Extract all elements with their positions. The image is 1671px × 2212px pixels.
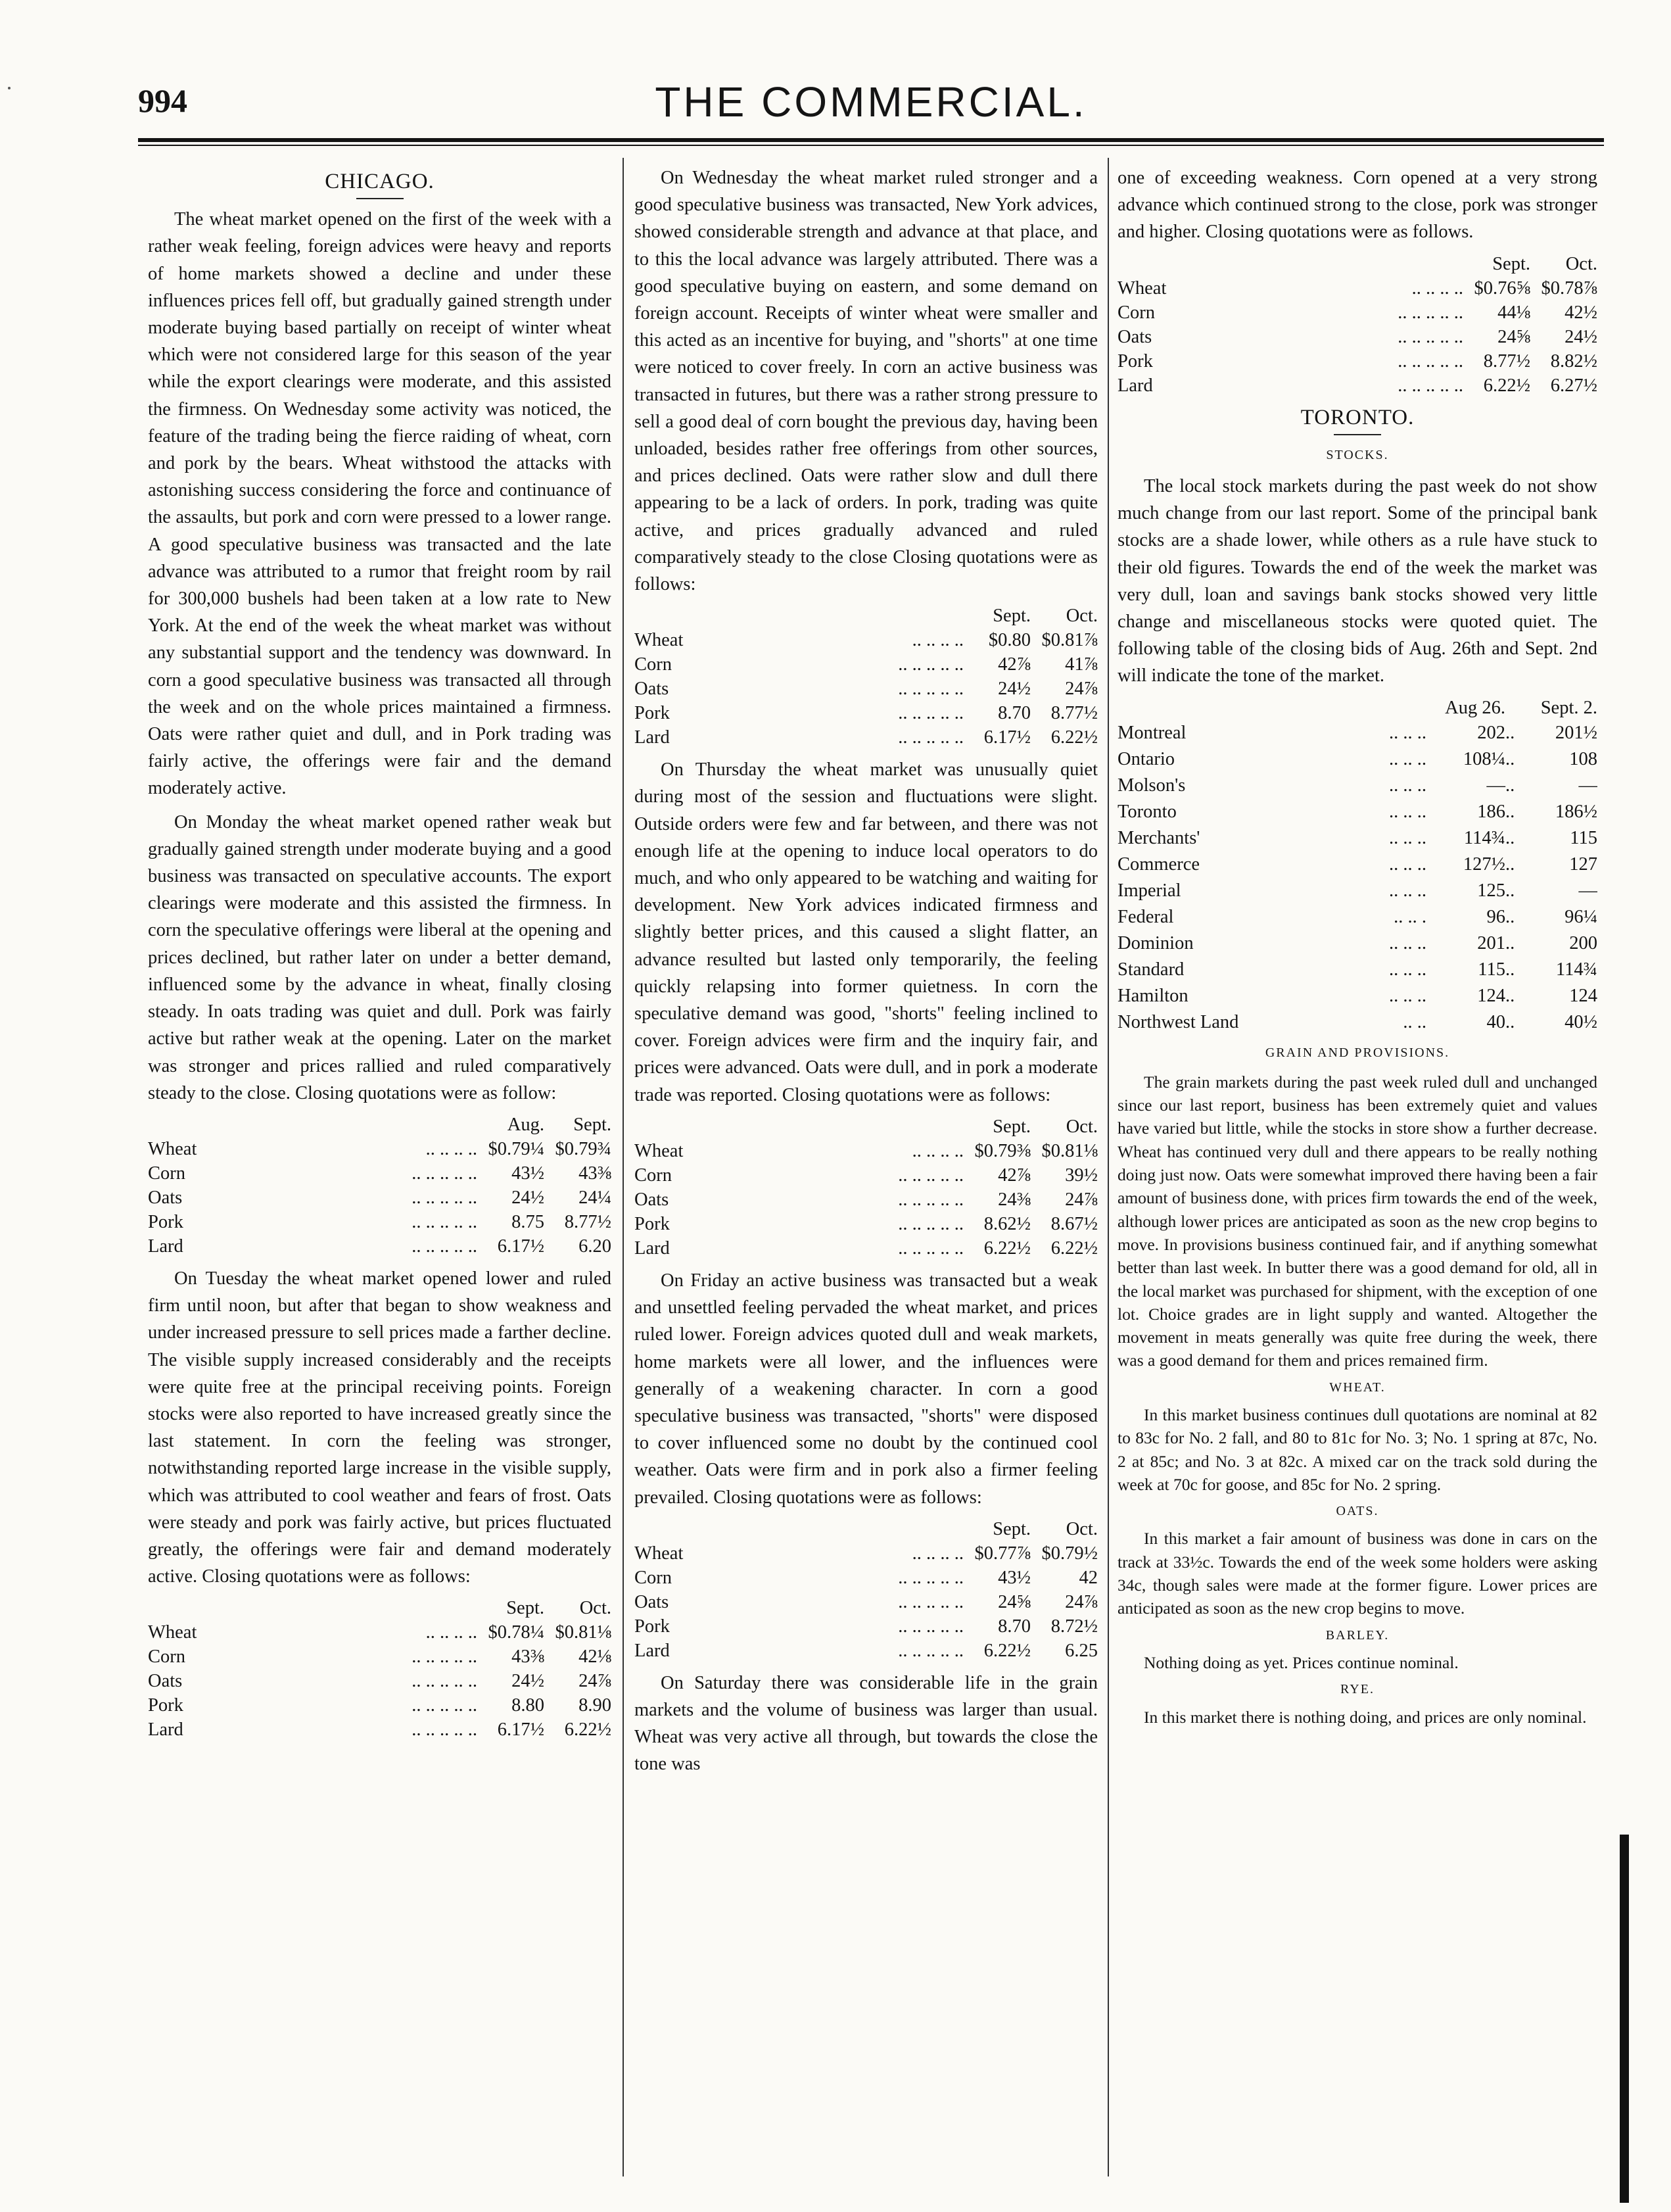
table-cell: 24½ — [511, 1187, 544, 1208]
table-cell: 43⅜ — [511, 1647, 544, 1668]
table-cell: Standard — [1118, 959, 1185, 980]
table-row — [634, 1590, 1098, 1614]
table-cell: 24⅝ — [998, 1591, 1031, 1612]
quotations-table — [634, 1115, 1098, 1261]
table-cell: 24½ — [998, 679, 1031, 700]
paragraph: The wheat market opened on the first of the week with a rather weak feeling, foreign advices were heavy and reports of home markets showed a decline and under these influences prices fell off, but gradually gained strength under moderate buying based partially on receipt of winter wheat which were not considered large for this season of the year while the export clearings were moderate, and this assisted the firmness. On Wednesday some activity was noticed, the feature of the trading being the fierce raiding of wheat, corn and pork by the bears. Wheat withstood the attacks with astonishing success considering the force and continuance of the assaults, but pork and corn were pressed to a lower range. A good speculative business was transacted and the late advance was attributed to a rumor that freight room by rail for 300,000 bushels had been taken at a low rate to New York. At the end of the week the wheat market was without any substantial support and the tendency was downward. In corn a good speculative business was transacted all through the week and on the whole prices maintained a firmness. Oats were rather quiet and dull, and in Pork trading was fairly active, the offerings were fair and the demand moderately active. — [148, 209, 611, 799]
table-cell: 114¾ — [1463, 827, 1505, 848]
column-divider-2 — [1108, 158, 1109, 2176]
column-header: Oct. — [1066, 606, 1098, 627]
table-cell: Pork — [634, 703, 670, 724]
column-header: Aug. — [507, 1114, 544, 1135]
table-cell: .. — [1505, 932, 1515, 953]
column-header: Oct. — [1066, 1518, 1098, 1539]
table-row — [148, 1210, 611, 1234]
table-cell: 43½ — [511, 1163, 544, 1184]
table-row — [1118, 325, 1597, 349]
table-cell: .. .. .. .. — [425, 1622, 477, 1643]
table-cell: .. .. .. .. .. — [898, 703, 964, 724]
table-cell: .. .. .. .. .. — [412, 1187, 477, 1208]
table-cell: .. .. .. — [1389, 827, 1426, 848]
table-cell: .. — [1505, 801, 1515, 822]
table-cell: Imperial — [1118, 880, 1181, 901]
table-cell: .. .. .. .. .. — [412, 1236, 477, 1257]
table-cell: .. .. .. — [1389, 722, 1426, 743]
quotations-table — [1118, 252, 1597, 398]
table-cell: .. .. .. .. — [1411, 277, 1463, 299]
table-cell: 115 — [1570, 827, 1597, 848]
table-cell: 8.67½ — [1050, 1213, 1098, 1234]
table-cell: Wheat — [634, 630, 684, 651]
table-cell: 8.77½ — [564, 1211, 611, 1232]
table-cell: Oats — [634, 679, 669, 700]
table-cell: .. .. .. — [1389, 775, 1426, 796]
table-cell: .. .. .. .. .. — [412, 1671, 477, 1692]
table-cell: .. .. .. .. .. — [412, 1163, 477, 1184]
table-row — [634, 677, 1098, 701]
table-row — [1118, 930, 1597, 957]
table-cell: .. .. .. .. .. — [898, 1165, 964, 1186]
table-cell: $0.81⅛ — [1041, 1140, 1098, 1161]
column-divider-1 — [623, 158, 624, 2176]
table-cell: $0.81⅛ — [555, 1622, 611, 1643]
table-row — [1118, 720, 1597, 746]
table-cell: Wheat — [1118, 277, 1167, 299]
column-1 — [148, 164, 611, 2176]
table-row — [148, 1645, 611, 1669]
table-cell: .. — [1505, 880, 1515, 901]
table-cell: .. — [1505, 959, 1515, 980]
table-cell: Corn — [148, 1647, 185, 1668]
table-cell: .. — [1505, 854, 1515, 875]
table-cell: Lard — [634, 1640, 670, 1661]
table-cell: .. .. .. — [1389, 985, 1426, 1006]
table-cell: Wheat — [634, 1140, 684, 1161]
table-cell: Molson's — [1118, 775, 1186, 796]
table-cell: 127½ — [1463, 854, 1505, 875]
table-cell: 24⅞ — [1065, 1189, 1098, 1210]
table-cell: 8.62½ — [983, 1213, 1031, 1234]
paragraph: In this market business continues dull quotations are nominal at 82 to 83c for No. 2 fall, and 80 to 81c for No. 3; No. 1 spring at 87c, No. 2 at 85c; and No. 3 at 82c. A mixed car on the track sold during the week at 70c for goose, and 85c for No. 2 spring. — [1118, 1405, 1597, 1494]
paragraph: On Thursday the wheat market was unusually quiet during most of the session and fluctuations were slight. Outside orders were few and far between, and there was not enough life at the opening to induce local operators to do much, and who only appeared to be watching and waiting for development. New York advices indicated firmness and slightly better prices, and this caused a slight flatter, an advance resulted but lasted only temporarily, the feeling quickly relapsing into former quietness. In corn the speculative demand was good, "shorts" feeling inclined to cover. Foreign advices were firm and the inquiry fair, and prices were advanced. Oats were dull, and in pork a moderate trade was reported. Closing quotations were as follows: — [634, 759, 1098, 1105]
table-cell: .. .. .. — [1389, 959, 1426, 980]
table-cell: 6.17½ — [497, 1719, 544, 1741]
table-cell: 24½ — [511, 1671, 544, 1692]
table-cell: Corn — [1118, 302, 1155, 323]
table-cell: $0.80 — [988, 630, 1031, 651]
table-cell — [412, 1113, 477, 1137]
table-row — [634, 701, 1098, 725]
table-cell: Pork — [148, 1695, 183, 1716]
table-cell: Oats — [148, 1187, 183, 1208]
paragraph: The local stock markets during the past week do not show much change from our last report. Some of the principal bank stocks are a shade lower, while others as a rule have stuck to their old figures. Towards the end of the week the market was very dull, loan and savings bank stocks showed very little change and miscellaneous stocks were quoted quiet. The following table of the closing bids of Aug. 26th and Sept. 2nd will indicate the tone of the market. — [1118, 476, 1597, 686]
table-row — [1118, 904, 1597, 930]
table-cell: 6.22½ — [564, 1719, 611, 1741]
table-row — [148, 1137, 611, 1161]
table-cell — [412, 1597, 477, 1620]
stocks-table — [1118, 696, 1597, 1036]
table-cell: Pork — [148, 1211, 183, 1232]
table-cell: .. .. .. .. .. — [898, 1591, 964, 1612]
newspaper-title: THE COMMERCIAL. — [655, 78, 1087, 126]
paragraph: On Saturday there was considerable life in the grain markets and the volume of business was larger than usual. Wheat was very active all through, but towards the close the tone was — [634, 1672, 1098, 1775]
paragraph: one of exceeding weakness. Corn opened at a very strong advance which continued strong to the close, pork was stronger and higher. Closing quotations were as follows. — [1118, 168, 1597, 243]
table-cell: .. — [1505, 748, 1515, 769]
table-cell: .. .. .. .. — [912, 1543, 964, 1564]
table-cell: 8.75 — [511, 1211, 544, 1232]
table-row — [634, 1188, 1098, 1212]
table-cell: .. — [1505, 985, 1515, 1006]
table-row — [634, 652, 1098, 677]
column-header: Sept. — [993, 1116, 1031, 1137]
table-row — [634, 1541, 1098, 1566]
table-row — [634, 1236, 1098, 1261]
subhead-grain-and-provisions: GRAIN AND PROVISIONS. — [1265, 1045, 1450, 1060]
table-cell: .. .. .. .. .. — [412, 1647, 477, 1668]
table-cell: 115 — [1478, 959, 1505, 980]
quotations-table — [148, 1597, 611, 1742]
table-cell: $0.79¾ — [555, 1138, 611, 1159]
table-cell — [898, 1115, 964, 1139]
quotations-table — [634, 604, 1098, 750]
column-header: Oct. — [579, 1598, 611, 1619]
table-cell: 24⅞ — [1065, 679, 1098, 700]
header-rule-thin — [138, 145, 1604, 146]
table-cell: — — [1578, 775, 1597, 796]
table-row — [634, 1639, 1098, 1663]
column-header: Sept. — [993, 606, 1031, 627]
table-row — [1118, 852, 1597, 878]
table-cell: 200 — [1569, 932, 1597, 953]
table-row — [1118, 773, 1597, 799]
table-cell: $0.77⅞ — [974, 1543, 1031, 1564]
table-row — [1118, 878, 1597, 904]
table-cell: Lard — [634, 1238, 670, 1259]
table-cell: Lard — [148, 1236, 183, 1257]
column-2 — [634, 164, 1098, 2176]
table-cell: 24⅞ — [1065, 1591, 1098, 1612]
table-cell: 6.22½ — [1050, 727, 1098, 748]
table-cell: .. .. .. .. .. — [1398, 326, 1463, 347]
table-cell: 186½ — [1555, 801, 1597, 822]
table-row — [634, 1566, 1098, 1590]
header-rule-thick — [138, 138, 1604, 142]
table-cell — [634, 1115, 898, 1139]
table-cell: Pork — [1118, 350, 1153, 372]
table-cell: Hamilton — [1118, 985, 1189, 1006]
table-cell: 96¼ — [1565, 906, 1597, 927]
table-cell: 6.27½ — [1550, 375, 1597, 396]
table-row — [634, 1163, 1098, 1188]
table-cell: Toronto — [1118, 801, 1177, 822]
paragraph: On Wednesday the wheat market ruled stronger and a good speculative business was transacted, New York advices, showed considerable strength and advance at that place, and to this the local advance was largely attributed. There was a good speculative buying on eastern, and some demand on foreign account. Receipts of winter wheat were smaller and this acted as an incentive for buying, and "shorts" at one time were noticed to cover freely. In corn an active business was transacted in futures, but there was a rather strong pressure to sell a good deal of corn bought the previous day, having been unloaded, besides rather free offerings from other sources, and prices declined. Oats were rather slow and dull there appearing to be a lack of orders. In pork, trading was quite active, and prices gradually advanced and ruled comparatively steady to the close Closing quotations were as follows: — [634, 168, 1098, 595]
table-cell: $0.78¼ — [488, 1622, 544, 1643]
paragraph: Nothing doing as yet. Prices continue nominal. — [1144, 1652, 1459, 1672]
table-cell: .. .. .. .. .. — [898, 1616, 964, 1637]
table-cell: .. .. .. — [1389, 748, 1426, 769]
table-cell: 8.90 — [578, 1695, 611, 1716]
table-cell: $0.79¼ — [488, 1138, 544, 1159]
table-cell: .. .. .. .. .. — [412, 1695, 477, 1716]
table-cell: .. .. .. .. — [425, 1138, 477, 1159]
table-cell: .. .. .. .. — [912, 1140, 964, 1161]
table-cell: 108¼ — [1463, 748, 1505, 769]
table-cell: Pork — [634, 1213, 670, 1234]
table-cell: 42½ — [1565, 302, 1597, 323]
table-cell: 124 — [1477, 985, 1505, 1006]
table-row — [634, 1139, 1098, 1163]
subhead-rye: RYE. — [1340, 1682, 1375, 1697]
column-header: Sept. — [573, 1114, 611, 1135]
table-cell: 6.20 — [578, 1236, 611, 1257]
table-cell: .. .. .. .. .. — [412, 1719, 477, 1741]
table-cell: 202 — [1477, 722, 1505, 743]
table-cell: .. .. .. — [1389, 801, 1426, 822]
quotations-table — [634, 1518, 1098, 1663]
table-row — [148, 1620, 611, 1645]
table-cell: .. .. .. .. .. — [898, 1213, 964, 1234]
table-cell: Federal — [1118, 906, 1174, 927]
table-cell: .. .. .. .. .. — [1398, 350, 1463, 372]
table-cell: .. .. .. — [1389, 932, 1426, 953]
table-cell: .. .. .. .. .. — [412, 1211, 477, 1232]
table-cell: Wheat — [148, 1622, 197, 1643]
table-cell — [1118, 696, 1389, 720]
table-cell: $0.81⅞ — [1041, 630, 1098, 651]
table-cell: Northwest Land — [1118, 1011, 1239, 1032]
table-cell: Oats — [1118, 326, 1152, 347]
paragraph: On Friday an active business was transacted but a weak and unsettled feeling pervaded the wheat market, and prices ruled lower. Foreign advices quoted dull and weak markets, home markets were all lower, and the influences were generally of a weakening character. In corn a good speculative business was transacted, "shorts" were disposed to cover influenced some no doubt by the continued cool weather. Oats were firm and in pork also a firmer feeling prevailed. Closing quotations were as follows: — [634, 1270, 1098, 1508]
table-cell — [1398, 252, 1463, 276]
table-cell: 8.70 — [998, 1616, 1031, 1637]
table-row — [1118, 373, 1597, 398]
table-cell: 42⅛ — [578, 1647, 611, 1668]
table-cell — [898, 604, 964, 628]
table-cell: $0.76⅝ — [1474, 277, 1530, 299]
table-cell: 8.72½ — [1050, 1616, 1098, 1637]
table-cell: $0.79⅜ — [974, 1140, 1031, 1161]
table-cell: 6.22½ — [983, 1238, 1031, 1259]
table-cell — [148, 1113, 412, 1137]
table-cell: — — [1486, 775, 1505, 796]
table-cell: — — [1578, 880, 1597, 901]
table-cell: .. .. .. .. — [912, 630, 964, 651]
table-cell: Lard — [148, 1719, 183, 1741]
table-cell: 96 — [1486, 906, 1505, 927]
paragraph: On Monday the wheat market opened rather weak but gradually gained strength under moderate buying and a good business was transacted on speculative accounts. The export clearings were moderate and this assisted the firmness. In corn the speculative offerings were liberal at the opening and prices declined, but rather later on under a better demand, influenced some by the advance in wheat, finally closing steady. In oats trading was quiet and dull. Pork was fairly active but rather weak at the opening. Later on the market was stronger and prices rallied and ruled comparatively steady to the close. Closing quotations were as follow: — [148, 811, 611, 1103]
table-cell: 44⅛ — [1497, 302, 1530, 323]
subhead-oats: OATS. — [1336, 1504, 1379, 1519]
table-cell: 39½ — [1065, 1165, 1098, 1186]
table-row — [148, 1161, 611, 1186]
table-cell: 8.80 — [511, 1695, 544, 1716]
table-cell: 43½ — [998, 1567, 1031, 1588]
table-cell: 8.70 — [998, 703, 1031, 724]
page-number: 994 — [138, 82, 187, 119]
table-cell: Ontario — [1118, 748, 1175, 769]
title-rule — [356, 198, 404, 199]
table-cell: .. .. .. .. .. — [1398, 375, 1463, 396]
table-cell: .. .. .. .. .. — [898, 1640, 964, 1661]
section-title-toronto: TORONTO. — [1300, 405, 1415, 429]
table-cell: .. .. .. .. .. — [898, 1238, 964, 1259]
table-cell: Commerce — [1118, 854, 1200, 875]
table-cell: 24½ — [1565, 326, 1597, 347]
column-header: Sept. 2. — [1540, 697, 1597, 718]
table-cell: .. — [1505, 906, 1515, 927]
table-row — [1118, 349, 1597, 373]
title-rule — [1334, 434, 1381, 435]
column-header: Sept. — [993, 1518, 1031, 1539]
table-cell: 40½ — [1565, 1011, 1597, 1032]
table-row — [148, 1693, 611, 1718]
table-cell — [1118, 252, 1398, 276]
table-cell — [1505, 696, 1518, 720]
table-cell — [148, 1597, 412, 1620]
table-cell: .. .. .. .. .. — [898, 654, 964, 675]
table-cell — [634, 1518, 898, 1541]
table-row — [1118, 301, 1597, 325]
table-row — [1118, 825, 1597, 852]
table-row — [1118, 957, 1597, 983]
table-cell: 125 — [1477, 880, 1505, 901]
table-cell: 127 — [1569, 854, 1597, 875]
table-row — [1118, 1009, 1597, 1036]
binding-edge-mark — [1620, 1835, 1629, 2203]
table-cell: 42⅞ — [998, 654, 1031, 675]
subhead-barley: BARLEY. — [1325, 1627, 1390, 1643]
table-cell: 6.25 — [1065, 1640, 1098, 1661]
table-cell: .. .. .. .. .. — [898, 1189, 964, 1210]
table-row — [148, 1186, 611, 1210]
table-cell: Wheat — [148, 1138, 197, 1159]
table-cell: .. .. .. .. .. — [898, 1567, 964, 1588]
section-title-chicago: CHICAGO. — [325, 170, 435, 193]
table-cell: 124 — [1569, 985, 1597, 1006]
table-row — [1118, 746, 1597, 773]
table-cell: .. — [1505, 722, 1515, 743]
table-row — [634, 725, 1098, 750]
table-cell — [1389, 696, 1426, 720]
table-cell: $0.78⅞ — [1541, 277, 1597, 299]
table-cell: Oats — [634, 1591, 669, 1612]
table-cell: Pork — [634, 1616, 670, 1637]
table-cell: 108 — [1569, 748, 1597, 769]
table-cell: Dominion — [1118, 932, 1194, 953]
table-cell: Merchants' — [1118, 827, 1200, 848]
subhead-wheat: WHEAT. — [1329, 1380, 1386, 1395]
paragraph: The grain markets during the past week ruled dull and unchanged since our last report, business has been extremely quiet and values have varied but little, while the stocks in store show a further decrease. Wheat has continued very dull and there appears to be really nothing doing just now. Oats were somewhat improved there having been a fair amount of business done, with prices firm towards the end of the week, although lower prices are anticipated as soon as the new crop begins to move. In provisions business continued fair, and if anything somewhat better than last week. In butter there was a good demand for old, all in the local market was purchased for shipment, with the exception of one lot. Choice grades are in light supply and wanted. Altogether the movement in meats generally was quite free during the week, there was a good demand for them and prices remained firm. — [1118, 1072, 1597, 1370]
table-cell: 42⅞ — [998, 1165, 1031, 1186]
column-header: Aug 26. — [1445, 697, 1505, 718]
quotations-table — [148, 1113, 611, 1259]
table-cell: 201 — [1477, 932, 1505, 953]
table-cell: Corn — [148, 1163, 185, 1184]
paragraph: In this market a fair amount of business was done in cars on the track at 33½c. Towards the end of the week some holders were asking 34c, though sales were made at the former figure. Lower prices are anticipated as soon as the new crop begins to move. — [1118, 1529, 1597, 1618]
subhead-stocks: STOCKS. — [1326, 447, 1389, 462]
column-header: Oct. — [1066, 1116, 1098, 1137]
table-row — [634, 1614, 1098, 1639]
table-cell: .. — [1505, 775, 1515, 796]
table-cell: .. .. .. .. .. — [898, 679, 964, 700]
paragraph: In this market there is nothing doing, and prices are only nominal. — [1144, 1707, 1587, 1727]
table-cell: Wheat — [634, 1543, 684, 1564]
margin-mark — [8, 87, 11, 89]
table-cell: 24⅝ — [1497, 326, 1530, 347]
table-cell: Corn — [634, 1567, 672, 1588]
table-cell: 42 — [1079, 1567, 1098, 1588]
table-cell: .. .. .. .. .. — [898, 727, 964, 748]
table-cell: 8.77½ — [1483, 350, 1530, 372]
paragraph: On Tuesday the wheat market opened lower and ruled firm until noon, but after that began to show weakness and under increased pressure to sell prices made a farther decline. The visible supply increased considerably and the receipts were quite free at the principal receiving points. Foreign stocks were also reported to have increased greatly since the last statement. In corn the feeling was stronger, notwithstanding reported large increase in the visible supply, which was attributed to cool weather and fears of frost. Oats were steady and pork was fairly active, but prices fluctuated greatly, the offerings were fair and demand moderately active. Closing quotations were as follows: — [148, 1268, 611, 1587]
table-cell: 201½ — [1555, 722, 1597, 743]
table-cell: 8.77½ — [1050, 703, 1098, 724]
table-cell: 40 — [1486, 1011, 1505, 1032]
table-cell: 6.17½ — [983, 727, 1031, 748]
table-cell: Corn — [634, 654, 672, 675]
table-cell: .. — [1505, 1011, 1515, 1032]
table-cell: Montreal — [1118, 722, 1187, 743]
table-cell: 24⅜ — [998, 1189, 1031, 1210]
table-cell: Oats — [148, 1671, 183, 1692]
table-row — [148, 1718, 611, 1742]
table-cell: 186 — [1477, 801, 1505, 822]
table-row — [1118, 276, 1597, 301]
table-row — [634, 628, 1098, 652]
table-cell: $0.79½ — [1041, 1543, 1098, 1564]
table-cell — [898, 1518, 964, 1541]
table-cell: .. .. — [1403, 1011, 1426, 1032]
table-cell: Oats — [634, 1189, 669, 1210]
table-cell: .. .. .. — [1389, 880, 1426, 901]
table-row — [1118, 799, 1597, 825]
table-cell: 6.17½ — [497, 1236, 544, 1257]
table-cell: 43⅜ — [578, 1163, 611, 1184]
table-cell: 24¼ — [578, 1187, 611, 1208]
column-3 — [1118, 164, 1597, 2176]
table-cell: Lard — [634, 727, 670, 748]
table-cell: 6.22½ — [1050, 1238, 1098, 1259]
column-header: Oct. — [1565, 253, 1597, 274]
column-header: Sept. — [1492, 253, 1530, 274]
table-cell: .. .. .. — [1389, 854, 1426, 875]
table-cell: 41⅞ — [1065, 654, 1098, 675]
table-cell: 6.22½ — [983, 1640, 1031, 1661]
table-cell: Corn — [634, 1165, 672, 1186]
table-cell: 24⅞ — [578, 1671, 611, 1692]
table-row — [1118, 983, 1597, 1009]
table-cell: .. .. . — [1394, 906, 1426, 927]
table-cell: .. — [1505, 827, 1515, 848]
table-row — [634, 1212, 1098, 1236]
table-cell: Lard — [1118, 375, 1153, 396]
table-cell: .. .. .. .. .. — [1398, 302, 1463, 323]
table-cell — [634, 604, 898, 628]
table-row — [148, 1234, 611, 1259]
column-header: Sept. — [506, 1598, 544, 1619]
table-row — [148, 1669, 611, 1693]
table-cell: 8.82½ — [1550, 350, 1597, 372]
table-cell: 114¾ — [1555, 959, 1597, 980]
table-cell: 6.22½ — [1483, 375, 1530, 396]
page-header — [138, 78, 1604, 137]
